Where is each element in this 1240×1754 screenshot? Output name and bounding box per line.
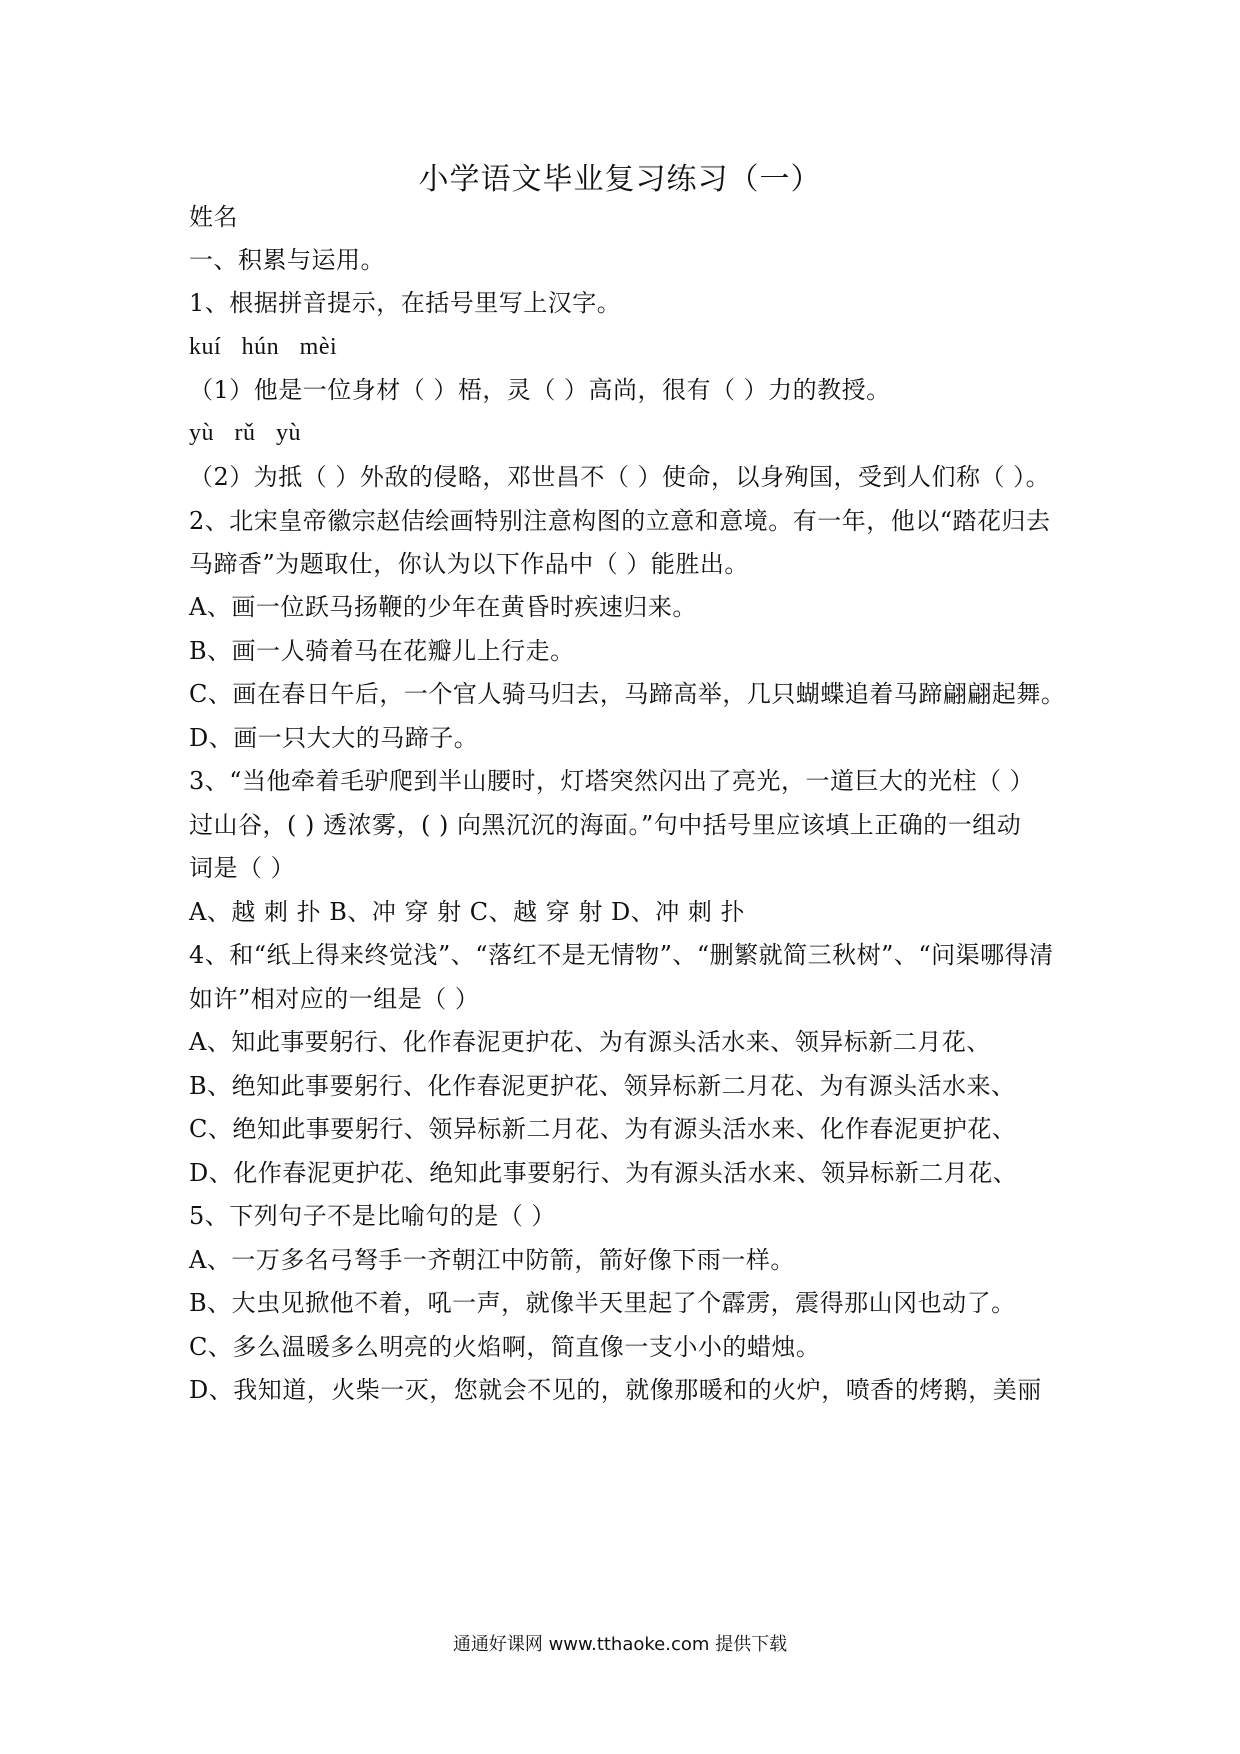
question-4-option-d: D、化作春泥更护花、绝知此事要躬行、为有源头活水来、领异标新二月花、: [189, 1159, 1018, 1187]
question-5-option-d: D、我知道，火柴一灭，您就会不见的，就像那暖和的火炉，喷香的烤鹅，美丽: [189, 1376, 1042, 1404]
question-1: 1、根据拼音提示，在括号里写上汉字。: [189, 289, 622, 317]
question-2-cont: 马蹄香”为题取仕，你认为以下作品中（ ）能胜出。: [189, 550, 749, 578]
question-2-option-a: A、画一位跃马扬鞭的少年在黄昏时疾速归来。: [189, 593, 697, 621]
question-2-option-d: D、画一只大大的马蹄子。: [189, 724, 479, 752]
question-2-option-b: B、画一人骑着马在花瓣儿上行走。: [189, 637, 575, 665]
question-2: 2、北宋皇帝徽宗赵佶绘画特别注意构图的立意和意境。有一年，他以“踏花归去: [189, 507, 1051, 535]
pinyin-line-2: yù rǔ yù: [189, 420, 301, 446]
question-5-option-a: A、一万多名弓弩手一齐朝江中防箭，箭好像下雨一样。: [189, 1246, 795, 1274]
question-4: 4、和“纸上得来终觉浅”、“落红不是无情物”、“删繁就简三秋树”、“问渠哪得清: [189, 941, 1054, 969]
question-4-cont: 如许”相对应的一组是（ ）: [189, 985, 480, 1013]
question-3-cont-1: 过山谷，( ) 透浓雾，( ) 向黑沉沉的海面。”句中括号里应该填上正确的一组动: [189, 811, 1022, 839]
question-5-option-c: C、多么温暖多么明亮的火焰啊，简直像一支小小的蜡烛。: [189, 1333, 821, 1361]
question-5: 5、下列句子不是比喻句的是（ ）: [189, 1202, 556, 1230]
question-3-cont-2: 词是（ ）: [189, 854, 296, 882]
question-5-option-b: B、大虫见掀他不着，吼一声，就像半天里起了个霹雳，震得那山冈也动了。: [189, 1289, 1016, 1317]
question-3: 3、“当他牵着毛驴爬到半山腰时，灯塔突然闪出了亮光，一道巨大的光柱（ ）: [189, 767, 1035, 795]
question-4-option-c: C、绝知此事要躬行、领异标新二月花、为有源头活水来、化作春泥更护花、: [189, 1115, 1017, 1143]
footer-text: 通通好课网 www.tthaoke.com 提供下载: [452, 1634, 788, 1655]
question-1-sentence-1: （1）他是一位身材（ ）梧，灵（ ）高尚，很有（ ）力的教授。: [189, 376, 891, 404]
question-4-option-b: B、绝知此事要躬行、化作春泥更护花、领异标新二月花、为有源头活水来、: [189, 1072, 1016, 1100]
section-heading: 一、积累与运用。: [189, 246, 385, 274]
name-label: 姓名: [189, 203, 238, 231]
question-4-option-a: A、知此事要躬行、化作春泥更护花、为有源头活水来、领异标新二月花、: [189, 1028, 991, 1056]
question-2-option-c: C、画在春日午后，一个官人骑马归去，马蹄高举，几只蝴蝶追着马蹄翩翩起舞。: [189, 680, 1066, 708]
question-3-options: A、越 刺 扑 B、冲 穿 射 C、越 穿 射 D、冲 刺 扑: [189, 898, 745, 926]
page-title: 小学语文毕业复习练习（一）: [418, 162, 822, 197]
pinyin-line-1: kuí hún mèi: [189, 334, 338, 360]
question-1-sentence-2: （2）为抵（ ）外敌的侵略，邓世昌不（ ）使命，以身殉国，受到人们称（ ）。: [189, 463, 1051, 491]
